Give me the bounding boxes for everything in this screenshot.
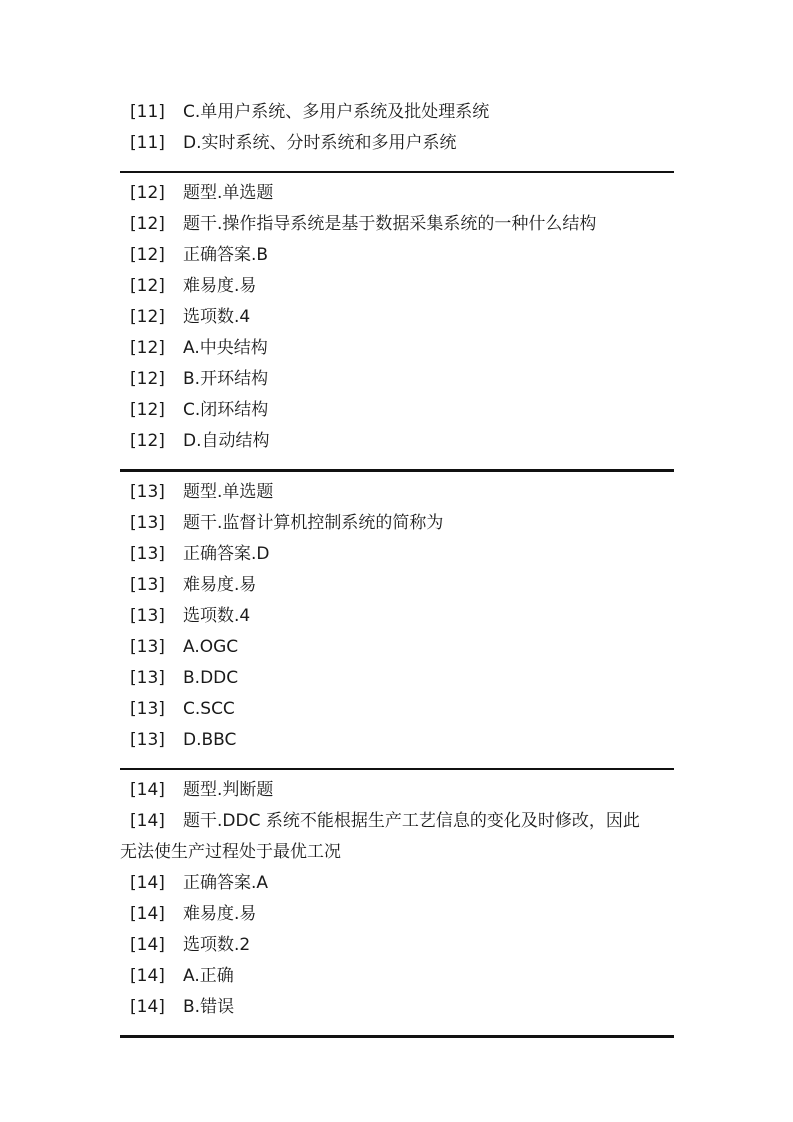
text-line: [120, 725, 674, 756]
question-block-14: [120, 775, 674, 1023]
text-line: [120, 775, 674, 806]
line-text: 正确答案.D: [183, 544, 270, 564]
line-text: 题型.单选题: [183, 482, 274, 502]
line-text: 正确答案.A: [183, 873, 269, 893]
separator-rule: [120, 171, 674, 173]
line-text: D.BBC: [183, 730, 237, 750]
text-line: [120, 930, 674, 961]
line-tag: [12]: [130, 183, 165, 203]
line-tag: [12]: [130, 214, 165, 234]
line-tag: [12]: [130, 369, 165, 389]
line-tag: [11]: [130, 102, 165, 122]
separator-rule: [120, 1035, 674, 1038]
line-text: 选项数.4: [183, 606, 251, 626]
question-block-11: [120, 97, 674, 159]
line-text: 正确答案.B: [183, 245, 269, 265]
line-text: C.单用户系统、多用户系统及批处理系统: [183, 102, 490, 122]
line-text: 题干.监督计算机控制系统的简称为: [183, 513, 444, 533]
text-line: [120, 426, 674, 457]
question-block-13: [120, 477, 674, 756]
text-line: [120, 477, 674, 508]
text-line: [120, 128, 674, 159]
line-text: D.实时系统、分时系统和多用户系统: [183, 133, 457, 153]
separator-rule: [120, 469, 674, 472]
text-line: [120, 601, 674, 632]
line-text: B.DDC: [183, 668, 239, 688]
line-text: C.SCC: [183, 699, 235, 719]
separator-rule: [120, 768, 674, 770]
line-tag: [14]: [130, 935, 165, 955]
line-tag: [12]: [130, 307, 165, 327]
text-line: [120, 632, 674, 663]
line-tag: [12]: [130, 245, 165, 265]
line-text: A.OGC: [183, 637, 239, 657]
line-text: 难易度.易: [183, 276, 257, 296]
text-line: [120, 302, 674, 333]
line-tag: [13]: [130, 544, 165, 564]
text-line: [120, 570, 674, 601]
text-line: [120, 663, 674, 694]
text-line: [120, 333, 674, 364]
line-text: B.开环结构: [183, 369, 269, 389]
line-tag: [13]: [130, 575, 165, 595]
line-tag: [14]: [130, 811, 165, 831]
line-tag: [12]: [130, 276, 165, 296]
line-tag: [12]: [130, 338, 165, 358]
line-text: A.正确: [183, 966, 234, 986]
text-line: [120, 209, 674, 240]
line-tag: [14]: [130, 904, 165, 924]
line-text: 选项数.4: [183, 307, 251, 327]
line-tag: [12]: [130, 400, 165, 420]
line-tag: [13]: [130, 699, 165, 719]
line-text: A.中央结构: [183, 338, 268, 358]
text-line: [120, 899, 674, 930]
line-tag: [13]: [130, 606, 165, 626]
document-body: [120, 97, 674, 1038]
text-line: [120, 364, 674, 395]
line-tag: [13]: [130, 513, 165, 533]
line-text: 难易度.易: [183, 904, 257, 924]
text-line: [120, 178, 674, 209]
line-text: B.错误: [183, 997, 235, 1017]
line-text: 题型.判断题: [183, 780, 274, 800]
line-tag: [13]: [130, 482, 165, 502]
line-tag: [11]: [130, 133, 165, 153]
line-tag: [14]: [130, 966, 165, 986]
question-block-12: [120, 178, 674, 457]
text-line: [120, 240, 674, 271]
line-text: D.自动结构: [183, 431, 270, 451]
line-text: 题干.DDC 系统不能根据生产工艺信息的变化及时修改，因此: [183, 811, 640, 831]
text-line: [120, 271, 674, 302]
line-continuation: 无法使生产过程处于最优工况: [120, 842, 341, 862]
line-tag: [14]: [130, 780, 165, 800]
line-tag: [12]: [130, 431, 165, 451]
line-text: 题干.操作指导系统是基于数据采集系统的一种什么结构: [183, 214, 597, 234]
text-line: [120, 868, 674, 899]
line-tag: [13]: [130, 637, 165, 657]
line-tag: [13]: [130, 730, 165, 750]
text-line: [120, 539, 674, 570]
text-line: [120, 992, 674, 1023]
text-line: [120, 508, 674, 539]
line-text: 难易度.易: [183, 575, 257, 595]
text-line-wrapped: [120, 806, 674, 868]
line-tag: [13]: [130, 668, 165, 688]
line-tag: [14]: [130, 873, 165, 893]
text-line: [120, 961, 674, 992]
text-line: [120, 97, 674, 128]
line-tag: [14]: [130, 997, 165, 1017]
line-text: C.闭环结构: [183, 400, 269, 420]
text-line: [120, 694, 674, 725]
line-text: 选项数.2: [183, 935, 251, 955]
text-line: [120, 395, 674, 426]
line-text: 题型.单选题: [183, 183, 274, 203]
